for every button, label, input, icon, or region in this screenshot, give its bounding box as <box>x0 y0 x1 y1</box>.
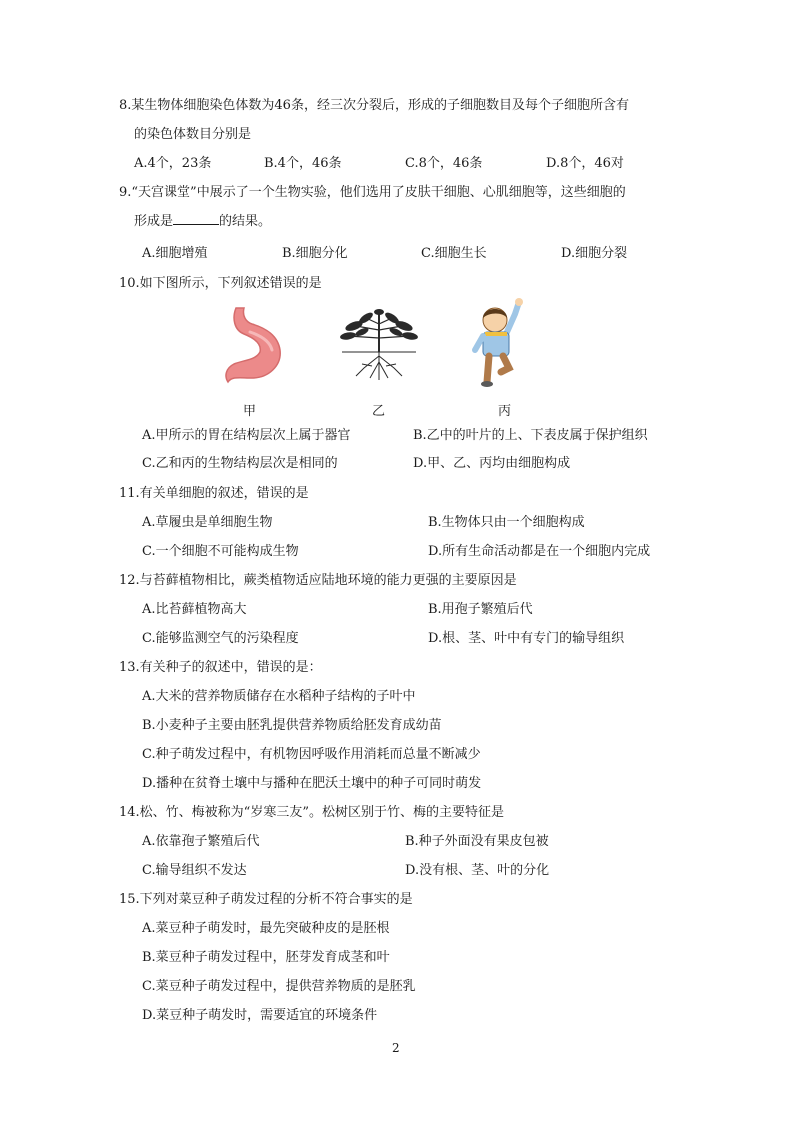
q14-option-d: D.没有根、茎、叶的分化 <box>405 863 550 878</box>
q10-option-d: D.甲、乙、丙均由细胞构成 <box>413 456 571 471</box>
stomach-illustration <box>222 306 292 386</box>
child-left-arm <box>475 336 483 350</box>
q13-option-c: C.种子萌发过程中，有机物因呼吸作用消耗而总量不断减少 <box>142 747 481 762</box>
q10-option-a: A.甲所示的胃在结构层次上属于器官 <box>142 428 351 443</box>
q12-stem: 12.与苔藓植物相比，蕨类植物适应陆地环境的能力更强的主要原因是 <box>119 573 517 588</box>
q11-option-a: A.草履虫是单细胞生物 <box>142 515 273 530</box>
q11-option-c: C.一个细胞不可能构成生物 <box>142 544 299 559</box>
q14-option-b: B.种子外面没有果皮包被 <box>405 834 549 849</box>
q13-option-b: B.小麦种子主要由胚乳提供营养物质给胚发育成幼苗 <box>142 718 442 733</box>
child-illustration <box>467 296 531 388</box>
q15-option-d: D.菜豆种子萌发时，需要适宜的环境条件 <box>142 1008 378 1023</box>
child-raised-arm <box>507 302 519 332</box>
q13-stem: 13.有关种子的叙述中，错误的是： <box>119 660 322 675</box>
q12-option-a: A.比苔藓植物高大 <box>142 602 247 617</box>
q9-stem-line2 <box>134 210 271 229</box>
q15-stem: 15.下列对菜豆种子萌发过程的分析不符合事实的是 <box>119 892 413 907</box>
q15-option-b: B.菜豆种子萌发过程中，胚芽发育成茎和叶 <box>142 950 390 965</box>
q11-stem: 11.有关单细胞的叙述，错误的是 <box>119 486 309 501</box>
child-left-leg <box>487 356 489 382</box>
plant-roots <box>356 352 402 380</box>
child-hand <box>515 298 523 306</box>
q11-option-b: B.生物体只由一个细胞构成 <box>428 515 585 530</box>
q14-option-c: C.输导组织不发达 <box>142 863 247 878</box>
q10-stem: 10.如下图所示，下列叙述错误的是 <box>119 276 322 291</box>
q9-answer-blank <box>173 212 219 225</box>
q11-option-d: D.所有生命活动都是在一个细胞内完成 <box>428 544 651 559</box>
q10-option-c: C.乙和丙的生物结构层次是相同的 <box>142 456 338 471</box>
q15-option-c: C.菜豆种子萌发过程中，提供营养物质的是胚乳 <box>142 979 416 994</box>
q13-option-a: A.大米的营养物质储存在水稻种子结构的子叶中 <box>142 689 416 704</box>
q9-stem-pre: 形成是 <box>134 214 174 229</box>
plant-illustration <box>334 306 424 386</box>
q8-option-b: B.4个，46条 <box>264 156 342 171</box>
q9-stem-line1: 9.“天宫课堂”中展示了一个生物实验，他们选用了皮肤干细胞、心肌细胞等，这些细胞的 <box>119 185 626 200</box>
q8-stem-line1: 8.某生物体细胞染色体数为46条，经三次分裂后，形成的子细胞数目及每个子细胞所含有 <box>119 98 629 113</box>
fig-label-bing: 丙 <box>498 404 512 419</box>
q14-stem: 14.松、竹、梅被称为“岁寒三友”。松树区别于竹、梅的主要特征是 <box>119 805 504 820</box>
q15-option-a: A.菜豆种子萌发时，最先突破种皮的是胚根 <box>142 921 390 936</box>
q12-option-d: D.根、茎、叶中有专门的输导组织 <box>428 631 625 646</box>
q8-option-c: C.8个，46条 <box>405 156 483 171</box>
fig-label-jia: 甲 <box>243 404 257 419</box>
stomach-shape <box>226 308 280 382</box>
q10-option-b: B.乙中的叶片的上、下表皮属于保护组织 <box>413 428 648 443</box>
q9-stem-post: 的结果。 <box>219 214 272 229</box>
q8-stem-line2: 的染色体数目分别是 <box>134 127 252 142</box>
child-right-leg <box>501 356 509 372</box>
page-number: 2 <box>392 1041 400 1055</box>
q8-option-d: D.8个，46对 <box>546 156 624 171</box>
q13-option-d: D.播种在贫脊土壤中与播种在肥沃土壤中的种子可同时萌发 <box>142 776 482 791</box>
q9-option-c: C.细胞生长 <box>421 246 487 261</box>
q9-option-b: B.细胞分化 <box>282 246 348 261</box>
q14-option-a: A.依靠孢子繁殖后代 <box>142 834 260 849</box>
q8-option-a: A.4个，23条 <box>134 156 212 171</box>
q12-option-c: C.能够监测空气的污染程度 <box>142 631 299 646</box>
q12-option-b: B.用孢子繁殖后代 <box>428 602 533 617</box>
q9-option-a: A.细胞增殖 <box>142 246 208 261</box>
child-scarf <box>485 332 507 336</box>
fig-label-yi: 乙 <box>372 404 386 419</box>
child-shoe <box>481 381 493 387</box>
q9-option-d: D.细胞分裂 <box>561 246 628 261</box>
